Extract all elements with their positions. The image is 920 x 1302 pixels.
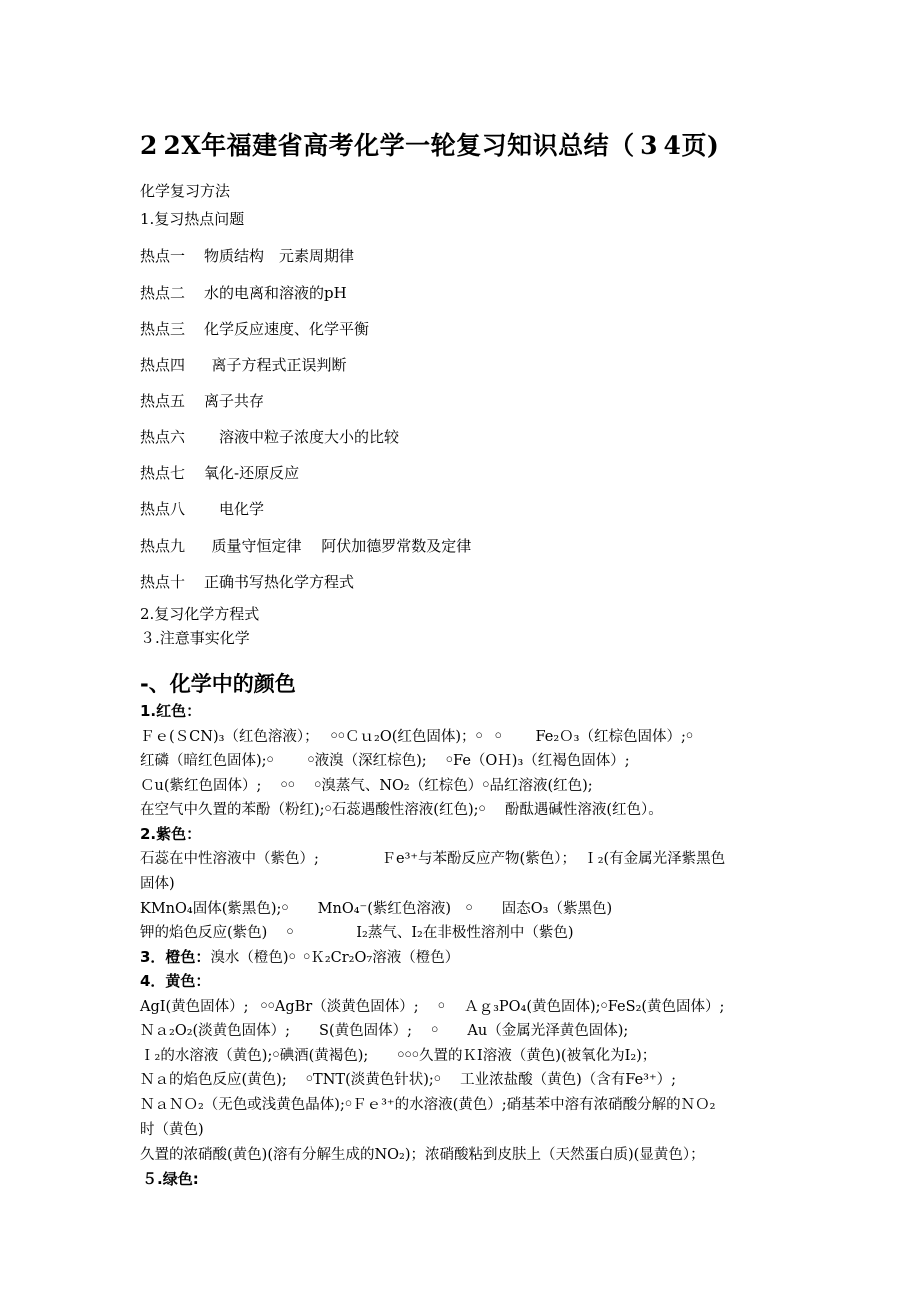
text-line: AgI(黄色固体）; ￮￮AgBr（淡黄色固体）; ￮ Ａｇ₃PO₄(黄色固体);￮FeS₂(黄色固体）; — [140, 999, 725, 1015]
hot-point: 热点九 质量守恒定律 阿伏加德罗常数及定律 — [140, 537, 472, 555]
text-line: Ｎａ的焰色反应(黄色); ￮TNT(淡黄色针状);￮ 工业浓盐酸（黄色)（含有Fe³⁺）; — [140, 1072, 677, 1088]
hot-point: 热点八 电化学 — [140, 500, 265, 518]
red-heading: 1.红色： — [140, 702, 202, 720]
green-heading: ５.绿色: — [142, 1170, 199, 1188]
orange-line: 3．橙色：溴水（橙色)￮ ￮Ｋ₂Cr₂O₇溶液（橙色） — [140, 948, 460, 966]
text-line: ＮａＮＯ₂（无色或浅黄色晶体);￮Ｆｅ³⁺的水溶液(黄色）;硝基苯中溶有浓硝酸分解的ＮＯ₂ — [140, 1097, 716, 1113]
text-line: Ｉ₂的水溶液（黄色);￮碘酒(黄褐色); ￮￮￮久置的ＫI溶液（黄色)(被氧化为I₂)； — [140, 1048, 657, 1064]
text-line: KMnO₄固体(紫黑色);￮ MnO₄⁻(紫红色溶液) ￮ 固态O₃（紫黑色) — [140, 901, 613, 917]
text-line: 石蕊在中性溶液中（紫色）; Ｆe³⁺与苯酚反应产物(紫色）； Ｉ₂(有金属光泽紫黑色 — [140, 851, 726, 867]
method-item-3: ３.注意事实化学 — [140, 629, 250, 647]
hot-point: 热点三 化学反应速度、化学平衡 — [140, 320, 370, 338]
text-line: 钾的焰色反应(紫色) ￮ I₂蒸气、I₂在非极性溶剂中（紫色) — [140, 925, 574, 941]
hot-point: 热点十 正确书写热化学方程式 — [140, 573, 355, 591]
methods-heading: 化学复习方法 — [140, 182, 231, 200]
hot-point: 热点四 离子方程式正误判断 — [140, 356, 347, 374]
text-line: 时（黄色) — [140, 1122, 204, 1138]
hot-point: 热点五 离子共存 — [140, 392, 265, 410]
text-line: Ｃu(紫红色固体）; ￮￮ ￮溴蒸气、NO₂（红棕色）￮品红溶液(红色); — [140, 778, 593, 794]
purple-heading: 2.紫色： — [140, 825, 202, 843]
orange-heading: 3．橙色： — [140, 948, 211, 966]
text-line: Ｆｅ(ＳCN)₃（红色溶液）； ￮￮Ｃｕ₂O(红色固体)；￮ ￮ Fe₂Ｏ₃（红棕色固体）;￮ — [140, 729, 694, 745]
text-line: 在空气中久置的苯酚（粉红);￮石蕊遇酸性溶液(红色);￮ 酚酞遇碱性溶液(红色）。 — [140, 802, 663, 818]
text-line: Ｎａ₂O₂(淡黄色固体）; S(黄色固体）; ￮ Au（金属光泽黄色固体); — [140, 1023, 629, 1039]
hot-point: 热点七 氧化-还原反应 — [140, 464, 300, 482]
hot-point: 热点六 溶液中粒子浓度大小的比较 — [140, 428, 400, 446]
method-item-2: 2.复习化学方程式 — [140, 605, 260, 623]
yellow-heading: 4．黄色： — [140, 972, 211, 990]
text-line: 固体) — [140, 876, 175, 892]
page-title: 2 2X年福建省高考化学一轮复习知识总结（ 3 4页) — [140, 131, 720, 160]
text-line: 久置的浓硝酸(黄色)(溶有分解生成的NO₂)；浓硝酸粘到皮肤上（天然蛋白质)(显黄色）； — [140, 1147, 705, 1163]
text-line: 红磷（暗红色固体);￮ ￮液溴（深红棕色); ￮Fe（OＨ)₃（红褐色固体）; — [140, 753, 630, 769]
hot-point: 热点一 物质结构 元素周期律 — [140, 247, 355, 265]
hot-point: 热点二 水的电离和溶液的pH — [140, 284, 347, 302]
section-title: -、化学中的颜色 — [140, 672, 296, 696]
hot-heading: 1.复习热点问题 — [140, 210, 245, 228]
